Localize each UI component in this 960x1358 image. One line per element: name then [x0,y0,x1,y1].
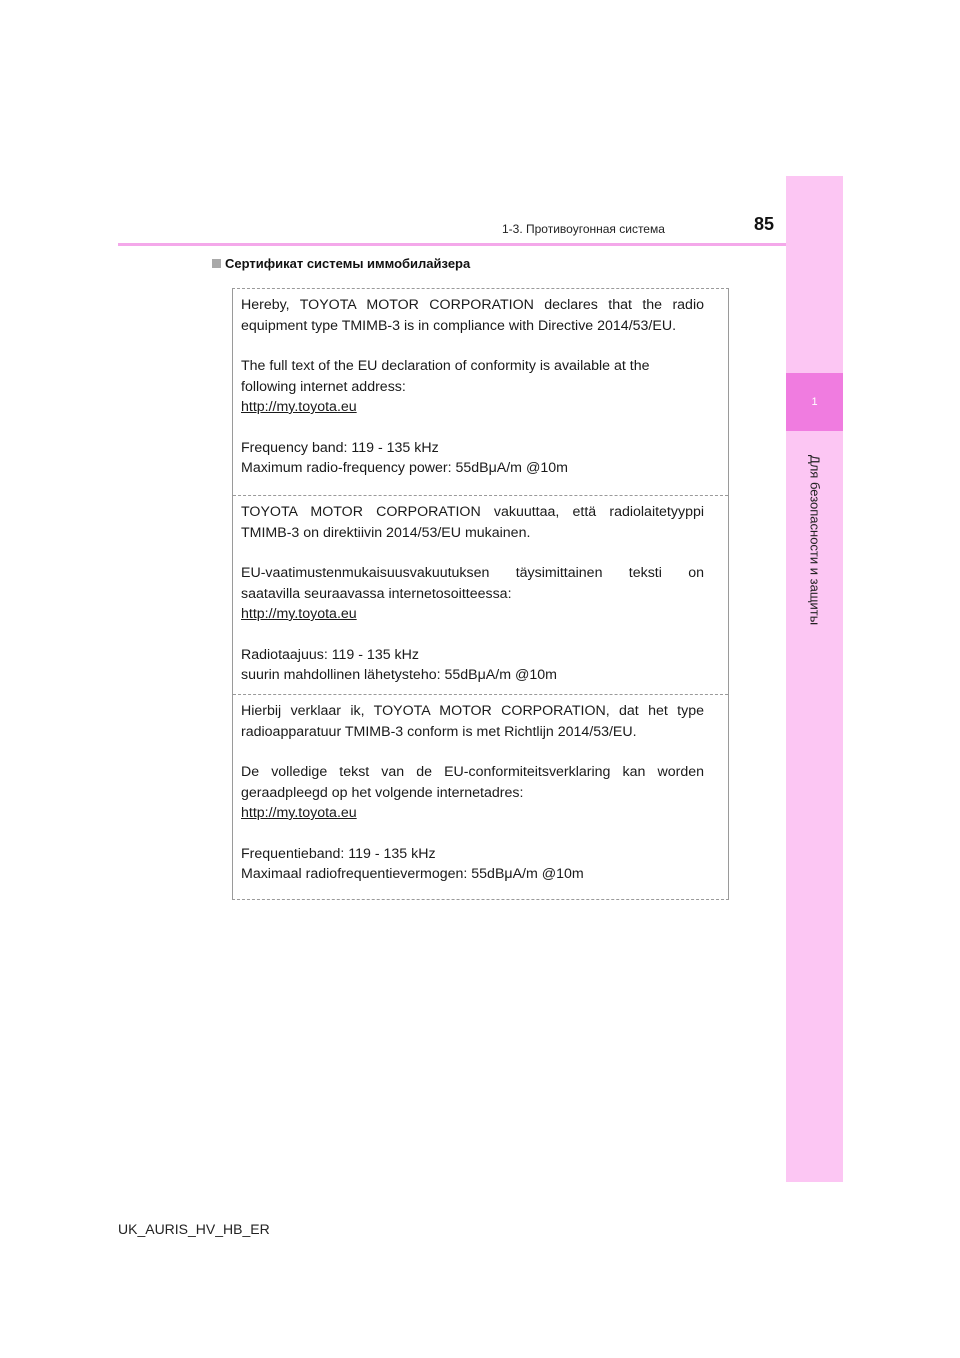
cert-text-line: geraadpleegd op het volgende internetadres: [241,784,524,801]
cert-text-line: The full text of the EU declaration of conformity is available at the [241,358,650,374]
cert-text-line: following internet address: [241,378,406,395]
side-tab-number: 1 [786,373,843,431]
section-heading [212,256,470,271]
certificate-block-dutch [233,694,728,899]
side-tab [786,176,843,1182]
cert-text-line: saatavilla seuraavassa internetosoitteessa: [241,585,512,602]
cert-text-line: Hierbij verklaar ik, TOYOTA MOTOR CORPORATION, dat het type [241,703,704,719]
cert-text-line: Maximaal radiofrequentievermogen: 55dBμA/m @10m [241,866,584,882]
footer-code: UK_AURIS_HV_HB_ER [118,1221,270,1237]
cert-text-line: suurin mahdollinen lähetysteho: 55dBμA/m @10m [241,667,557,683]
cert-text-line: Frequency band: 119 - 135 kHz [241,439,439,456]
cert-text-line: Hereby, TOYOTA MOTOR CORPORATION declares that the radio [241,297,704,313]
certificate-box [232,288,729,900]
square-bullet-icon [212,259,221,268]
toyota-link[interactable]: http://my.toyota.eu [241,399,357,415]
toyota-link[interactable]: http://my.toyota.eu [241,805,357,821]
cert-text-line: EU-vaatimustenmukaisuusvakuutuksen täysimittainen teksti on [241,565,704,581]
cert-text-line: Radiotaajuus: 119 - 135 kHz [241,646,419,663]
cert-text-line: De volledige tekst van de EU-conformiteitsverklaring kan worden [241,764,704,780]
header-rule [118,243,786,246]
cert-text-line: Maximum radio-frequency power: 55dBμA/m @10m [241,460,568,476]
toyota-link[interactable]: http://my.toyota.eu [241,606,357,622]
side-tab-label: Для безопасности и защиты [807,454,823,626]
certificate-block-english [233,289,728,495]
cert-text-line: TMIMB-3 on direktiivin 2014/53/EU mukainen. [241,524,531,541]
cert-text-line: Frequentieband: 119 - 135 kHz [241,845,436,862]
cert-text-line: TOYOTA MOTOR CORPORATION vakuuttaa, että radiolaitetyyppi [241,504,704,520]
cert-text-line: radioapparatuur TMIMB-3 conform is met Richtlijn 2014/53/EU. [241,723,637,740]
page-number: 85 [754,214,775,234]
section-heading-text: Сертификат системы иммобилайзера [225,256,471,271]
cert-text-line: equipment type TMIMB-3 is in compliance with Directive 2014/53/EU. [241,317,677,334]
certificate-block-finnish [233,495,728,694]
header-section-title: 1-3. Противоугонная система [502,222,665,236]
